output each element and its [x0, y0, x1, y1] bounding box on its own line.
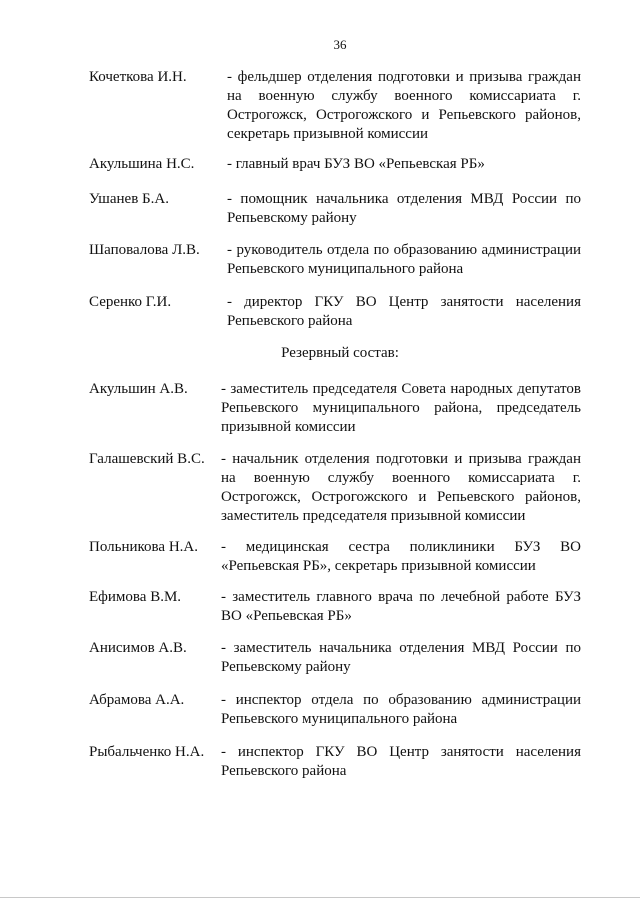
member-role: - начальник отделения подготовки и призыва граждан на военную службу военного комиссариата г. Острогожск, Острогожского и Репьевского районов, заместитель председателя призывной комиссии: [221, 451, 581, 524]
member-role: - заместитель главного врача по лечебной работе БУЗ ВО «Репьевская РБ»: [221, 589, 581, 624]
member-name: Кочеткова И.Н.: [89, 69, 187, 85]
member-name: Серенко Г.И.: [89, 294, 172, 310]
member-role: - инспектор отдела по образованию администрации Репьевского муниципального района: [221, 692, 581, 727]
member-name: Шаповалова Л.В.: [89, 242, 200, 258]
member-role: - медицинская сестра поликлиники БУЗ ВО «Репьевская РБ», секретарь призывной комиссии: [221, 539, 581, 574]
member-name: Ефимова В.М.: [89, 589, 182, 605]
reserve-section-title: Резервный состав:: [281, 345, 399, 361]
member-name: Анисимов А.В.: [89, 640, 187, 656]
member-role: - руководитель отдела по образованию администрации Репьевского муниципального района: [227, 242, 581, 277]
member-name: Абрамова А.А.: [89, 692, 185, 708]
member-name: Ушанев Б.А.: [89, 191, 169, 207]
member-role: - инспектор ГКУ ВО Центр занятости населения Репьевского района: [221, 744, 581, 779]
member-role: - фельдшер отделения подготовки и призыва граждан на военную службу военного комиссариата г. Острогожск, Острогожского и Репьевского районов, секретарь призывной комиссии: [227, 69, 581, 142]
member-role: - заместитель начальника отделения МВД России по Репьевскому району: [221, 640, 581, 675]
member-name: Галашевский В.С.: [89, 451, 205, 467]
member-name: Польникова Н.А.: [89, 539, 198, 555]
page-number: 36: [333, 37, 347, 52]
member-role: - директор ГКУ ВО Центр занятости населения Репьевского района: [227, 294, 581, 329]
member-role: - помощник начальника отделения МВД России по Репьевскому району: [227, 191, 581, 226]
member-role: - заместитель председателя Совета народных депутатов Репьевского муниципального района, председатель призывной комиссии: [221, 381, 581, 435]
member-name: Акульшина Н.С.: [89, 156, 195, 172]
member-role: - главный врач БУЗ ВО «Репьевская РБ»: [227, 156, 485, 172]
page-bottom-edge: [0, 897, 640, 898]
member-name: Рыбальченко Н.А.: [89, 744, 205, 760]
member-name: Акульшин А.В.: [89, 381, 188, 397]
